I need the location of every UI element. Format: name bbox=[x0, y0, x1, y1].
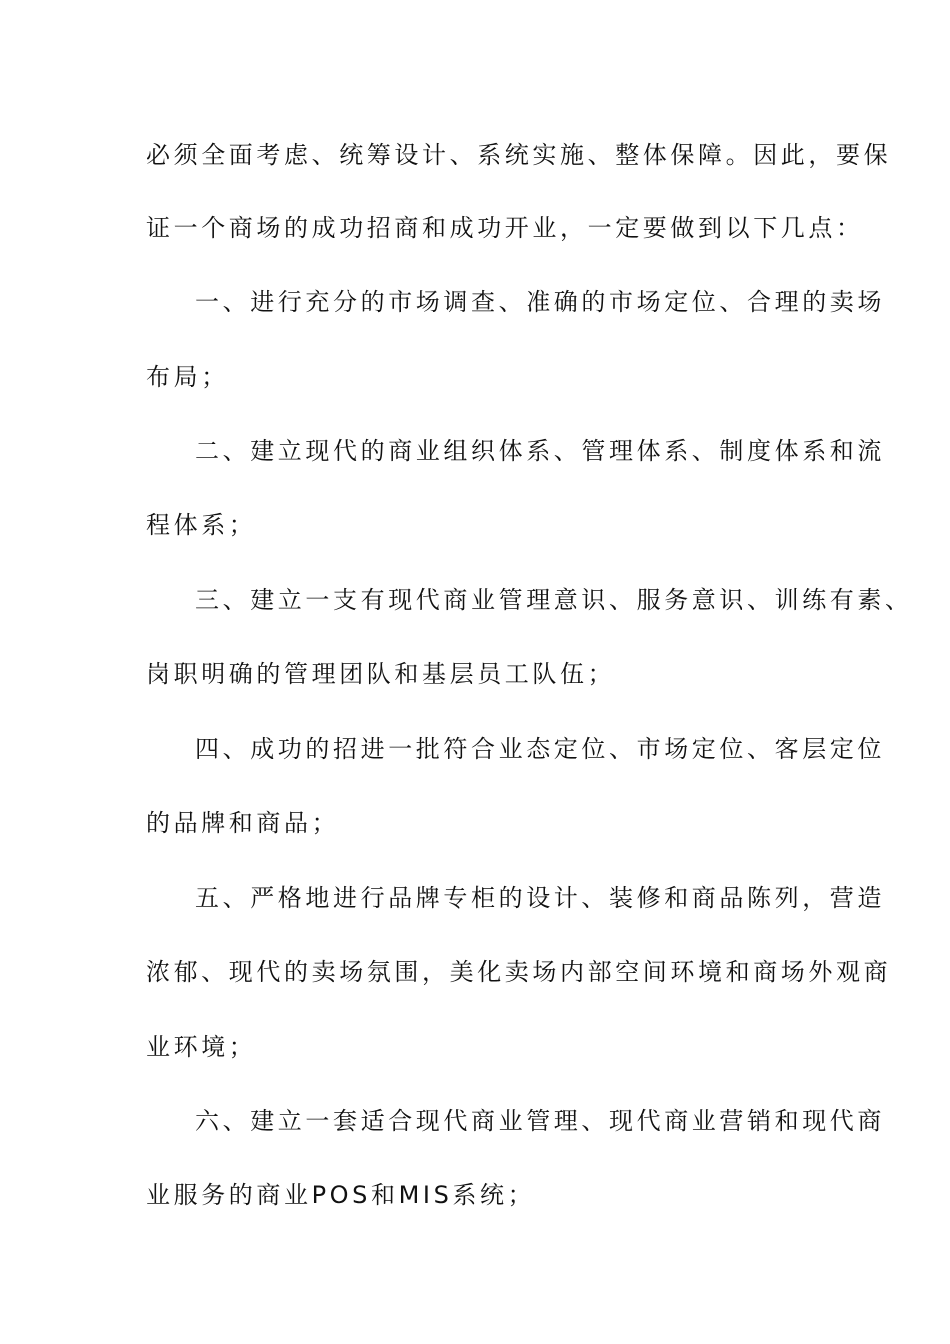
paragraph-heading-1: 一、进行充分的市场调查、准确的市场定位、合理的卖场 bbox=[195, 288, 885, 316]
text-line: 布局； bbox=[146, 363, 229, 391]
text-line: 岗职明确的管理团队和基层员工队伍； bbox=[146, 660, 616, 688]
text-line: 业服务的商业POS和MIS系统； bbox=[146, 1181, 536, 1209]
text-line: 的品牌和商品； bbox=[146, 809, 340, 837]
text-line: 必须全面考虑、统筹设计、系统实施、整体保障。因此，要保 bbox=[146, 141, 892, 169]
paragraph-heading-2: 二、建立现代的商业组织体系、管理体系、制度体系和流 bbox=[195, 437, 885, 465]
paragraph-heading-4: 四、成功的招进一批符合业态定位、市场定位、客层定位 bbox=[195, 735, 885, 763]
text-line: 浓郁、现代的卖场氛围，美化卖场内部空间环境和商场外观商 bbox=[146, 958, 892, 986]
text-line: 程体系； bbox=[146, 511, 257, 539]
paragraph-heading-3: 三、建立一支有现代商业管理意识、服务意识、训练有素、 bbox=[195, 586, 913, 614]
text-line: 业环境； bbox=[146, 1033, 257, 1061]
paragraph-heading-6: 六、建立一套适合现代商业管理、现代商业营销和现代商 bbox=[195, 1107, 885, 1135]
text-line: 证一个商场的成功招商和成功开业，一定要做到以下几点： bbox=[146, 214, 864, 242]
paragraph-heading-5: 五、严格地进行品牌专柜的设计、装修和商品陈列，营造 bbox=[195, 884, 885, 912]
